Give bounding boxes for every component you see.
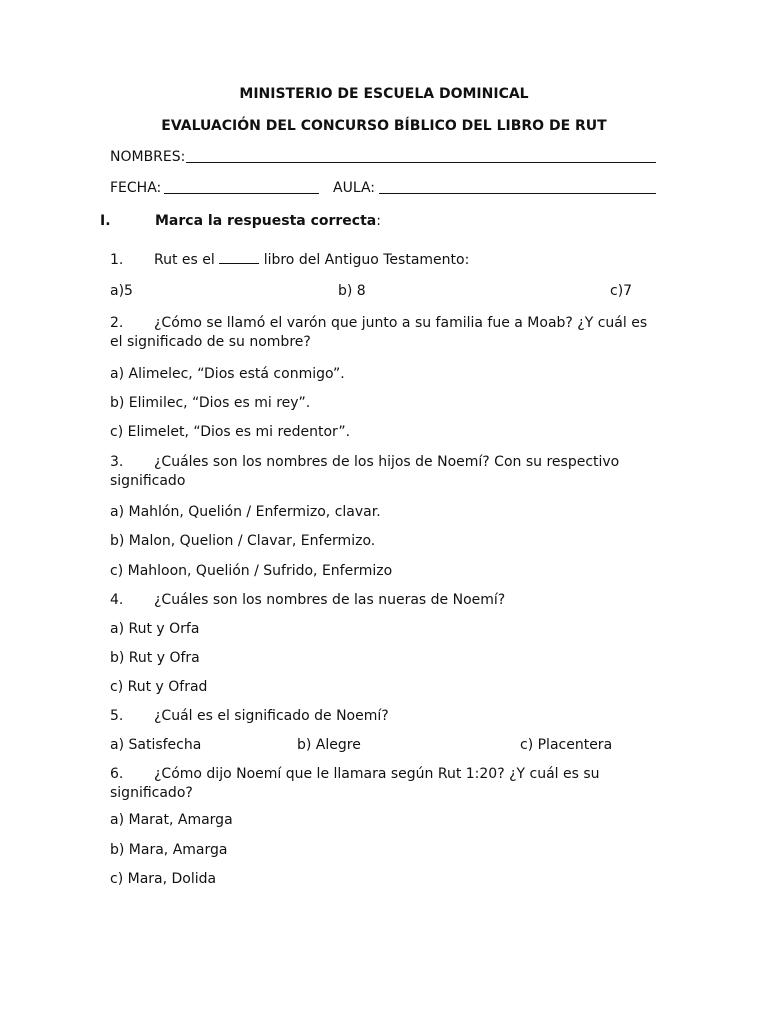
ministry-title: MINISTERIO DE ESCUELA DOMINICAL [239,86,529,102]
q2-option-c[interactable]: c) Elimelet, “Dios es mi redentor”. [110,424,351,440]
section-heading [155,212,381,230]
names-label: NOMBRES: [110,149,186,165]
question-number: 6. [110,766,124,782]
q1-option-b[interactable]: b) 8 [338,283,366,299]
q4-option-b[interactable]: b) Rut y Ofra [110,650,200,666]
question-1 [110,251,469,269]
question-number: 3. [110,454,124,470]
evaluation-title: EVALUACIÓN DEL CONCURSO BÍBLICO DEL LIBRO DE RUT [161,118,607,134]
section-number: I. [100,213,111,229]
q2-option-a[interactable]: a) Alimelec, “Dios está conmigo”. [110,366,345,382]
date-label: FECHA: [110,180,162,196]
q5-option-b[interactable]: b) Alegre [297,737,361,753]
question-text-after: libro del Antiguo Testamento: [263,252,470,268]
question-text: ¿Cómo dijo Noemí que le llamara según Rut 1:20? ¿Y cuál es su significado? [110,766,600,801]
question-5 [110,707,389,725]
room-label: AULA: [333,180,375,196]
question-number: 4. [110,592,124,608]
q6-option-b[interactable]: b) Mara, Amarga [110,842,228,858]
section-title: Marca la respuesta correcta [155,213,377,229]
question-number: 2. [110,315,124,331]
names-input-line[interactable] [186,162,656,163]
question-text: ¿Cuáles son los nombres de las nueras de Noemí? [154,592,506,608]
fill-in-blank [219,251,259,264]
q5-option-c[interactable]: c) Placentera [520,737,613,753]
q4-option-c[interactable]: c) Rut y Ofrad [110,679,208,695]
q4-option-a[interactable]: a) Rut y Orfa [110,621,200,637]
question-number: 1. [110,252,124,268]
question-text-before: Rut es el [154,252,215,268]
q2-option-b[interactable]: b) Elimilec, “Dios es mi rey”. [110,395,311,411]
q1-option-a[interactable]: a)5 [110,283,133,299]
question-4 [110,591,505,609]
section-title-colon: : [376,213,381,229]
q5-option-a[interactable]: a) Satisfecha [110,737,202,753]
question-2 [110,314,660,352]
q6-option-c[interactable]: c) Mara, Dolida [110,871,217,887]
question-text: ¿Cuál es el significado de Noemí? [154,708,389,724]
q3-option-a[interactable]: a) Mahlón, Quelión / Enfermizo, clavar. [110,504,381,520]
question-number: 5. [110,708,124,724]
question-3 [110,453,630,491]
q3-option-b[interactable]: b) Malon, Quelion / Clavar, Enfermizo. [110,533,376,549]
q1-option-c[interactable]: c)7 [610,283,633,299]
q6-option-a[interactable]: a) Marat, Amarga [110,812,233,828]
question-6 [110,765,630,803]
room-input-line[interactable] [379,193,656,194]
date-input-line[interactable] [164,193,319,194]
q3-option-c[interactable]: c) Mahloon, Quelión / Sufrido, Enfermizo [110,563,393,579]
question-text: ¿Cuáles son los nombres de los hijos de Noemí? Con su respectivo significado [110,454,620,489]
question-text: ¿Cómo se llamó el varón que junto a su familia fue a Moab? ¿Y cuál es el significado de su nombre? [110,315,648,350]
